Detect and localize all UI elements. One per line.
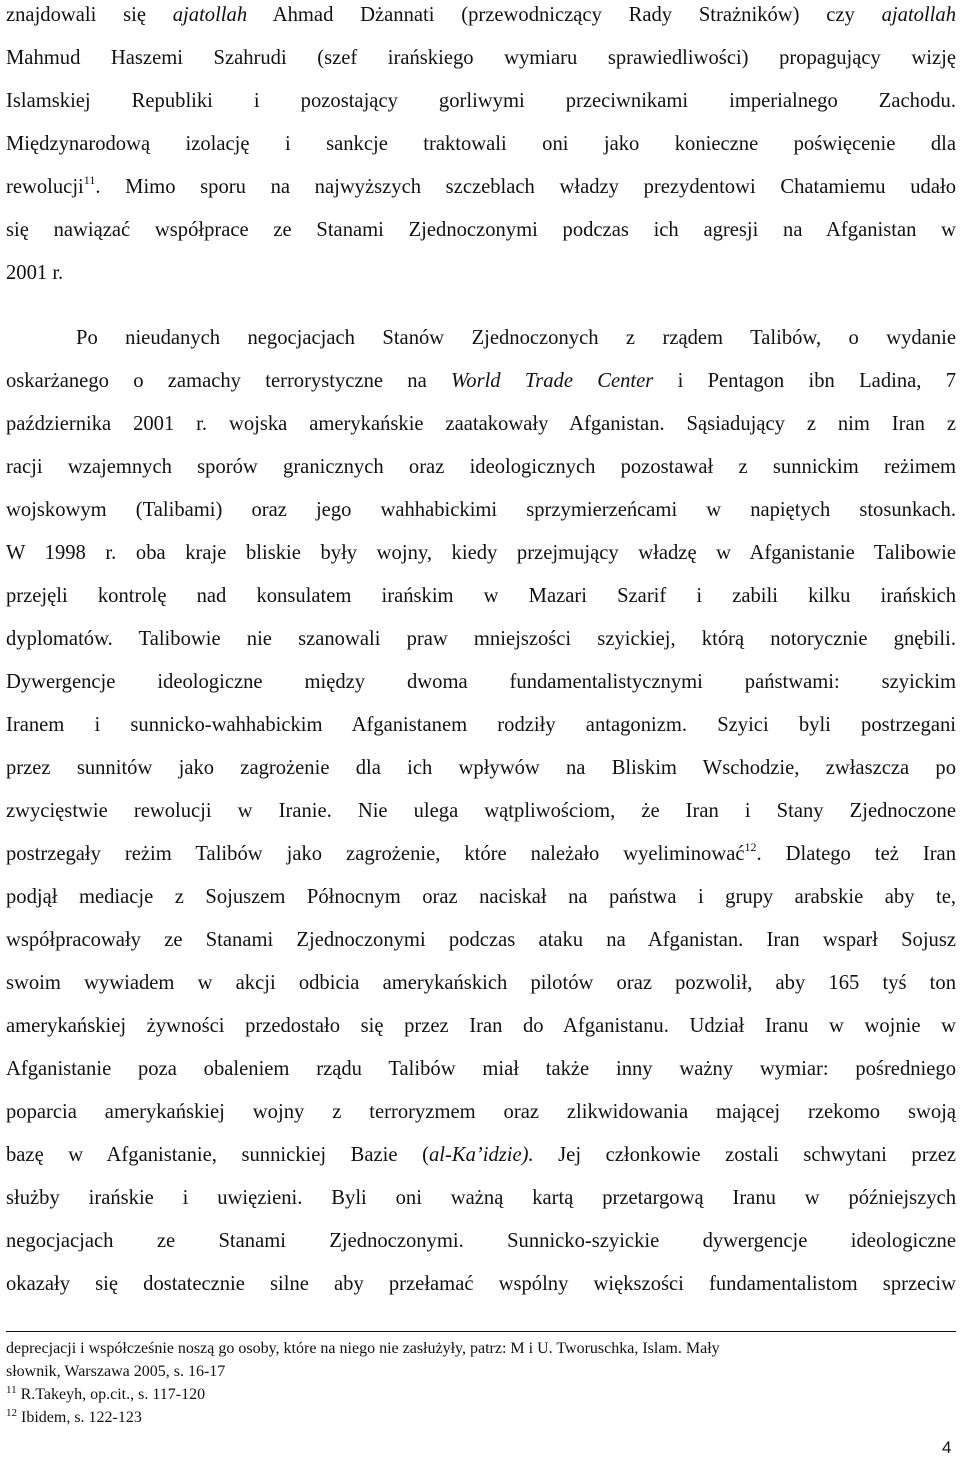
text-line: Po nieudanych negocjacjach Stanów Zjednoczonych z rządem Talibów, o wydanie <box>76 327 956 349</box>
text-line: służby irańskie i uwięzieni. Byli oni ważną kartą przetargową Iranu w późniejszych <box>6 1187 956 1209</box>
text-line: oskarżanego o zamachy terrorystyczne na World Trade Center i Pentagon ibn Ladina, 7 <box>6 370 956 392</box>
page-number: 4 <box>942 1438 952 1457</box>
text-line: się nawiązać współprace ze Stanami Zjednoczonymi podczas ich agresji na Afganistan w <box>6 219 956 241</box>
text-line: swoim wywiadem w akcji odbicia amerykańskich pilotów oraz pozwolił, aby 165 tyś ton <box>6 972 956 994</box>
text-line: zwycięstwie rewolucji w Iranie. Nie ulega wątpliwościom, że Iran i Stany Zjednoczone <box>6 800 956 822</box>
text-line: przez sunnitów jako zagrożenie dla ich wpływów na Bliskim Wschodzie, zwłaszcza po <box>6 757 956 779</box>
text-line: współpracowały ze Stanami Zjednoczonymi podczas ataku na Afganistan. Iran wsparł Sojusz <box>6 929 956 951</box>
text-line: poparcia amerykańskiej wojny z terroryzmem oraz zlikwidowania mającej rzekomo swoją <box>6 1101 956 1123</box>
footnote-12: $^{12}$ Ibidem, s. 122-123 <box>6 1406 142 1426</box>
text-line: bazę w Afganistanie, sunnickiej Bazie (al-Ka’idzie). Jej członkowie zostali schwytani przez <box>6 1144 956 1166</box>
text-line: negocjacjach ze Stanami Zjednoczonymi. Sunnicko-szyickie dywergencje ideologiczne <box>6 1230 956 1252</box>
footnote-continuation: słownik, Warszawa 2005, s. 16-17 <box>6 1363 226 1380</box>
text-line: rewolucji$^{11}$. Mimo sporu na najwyższych szczeblach władzy prezydentowi Chatamiemu udało <box>6 173 956 198</box>
text-line: Międzynarodową izolację i sankcje traktowali oni jako konieczne poświęcenie dla <box>6 133 956 155</box>
footnote-continuation: deprecjacji i współcześnie noszą go osoby, które na niego nie zasłużyły, patrz: M i U. Tworuschka, Islam. Mały <box>6 1340 720 1357</box>
text-line: amerykańskiej żywności przedostało się przez Iran do Afganistanu. Udział Iranu w wojnie w <box>6 1015 956 1037</box>
footnote-ref-12[interactable]: 12 <box>744 840 757 855</box>
text-line: Afganistanie poza obaleniem rządu Talibów miał także inny ważny wymiar: pośredniego <box>6 1058 956 1080</box>
text-line: okazały się dostatecznie silne aby przełamać wspólny większości fundamentalistom sprzeciw <box>6 1273 956 1295</box>
footnote-number: 11 <box>6 1383 17 1396</box>
text-line: 2001 r. <box>6 262 64 284</box>
text-line: Islamskiej Republiki i pozostający gorliwymi przeciwnikami imperialnego Zachodu. <box>6 90 956 112</box>
footnote-ref-11[interactable]: 11 <box>83 173 96 188</box>
text-line: Mahmud Haszemi Szahrudi (szef irańskiego wymiaru sprawiedliwości) propagujący wizję <box>6 47 956 69</box>
text-line: października 2001 r. wojska amerykańskie zaatakowały Afganistan. Sąsiadujący z nim Iran z <box>6 413 956 435</box>
footnote-number: 12 <box>6 1406 17 1419</box>
text-line: dyplomatów. Talibowie nie szanowali praw mniejszości szyickiej, którą notorycznie gnębili. <box>6 628 956 650</box>
text-line: Dywergencje ideologiczne między dwoma fundamentalistycznymi państwami: szyickim <box>6 671 956 693</box>
footnote-separator <box>6 1331 956 1332</box>
text-line: przejęli kontrolę nad konsulatem irańskim w Mazari Szarif i zabili kilku irańskich <box>6 585 956 607</box>
text-line: postrzegały reżim Talibów jako zagrożenie, które należało wyeliminować$^{12}$. Dlatego też Iran <box>6 840 956 865</box>
text-line: podjął mediacje z Sojuszem Północnym oraz naciskał na państwa i grupy arabskie aby te, <box>6 886 956 908</box>
footnote-11: $^{11}$ R.Takeyh, op.cit., s. 117-120 <box>6 1383 206 1403</box>
text-line: Iranem i sunnicko-wahhabickim Afganistanem rodziły antagonizm. Szyici byli postrzegani <box>6 714 956 736</box>
text-line: znajdowali się ajatollah Ahmad Dżannati (przewodniczący Rady Strażników) czy ajatollah <box>6 4 956 26</box>
text-line: W 1998 r. oba kraje bliskie były wojny, kiedy przejmujący władzę w Afganistanie Talibowie <box>6 542 956 564</box>
text-line: wojskowym (Talibami) oraz jego wahhabickimi sprzymierzeńcami w napiętych stosunkach. <box>6 499 956 521</box>
text-line: racji wzajemnych sporów granicznych oraz ideologicznych pozostawał z sunnickim reżimem <box>6 456 956 478</box>
